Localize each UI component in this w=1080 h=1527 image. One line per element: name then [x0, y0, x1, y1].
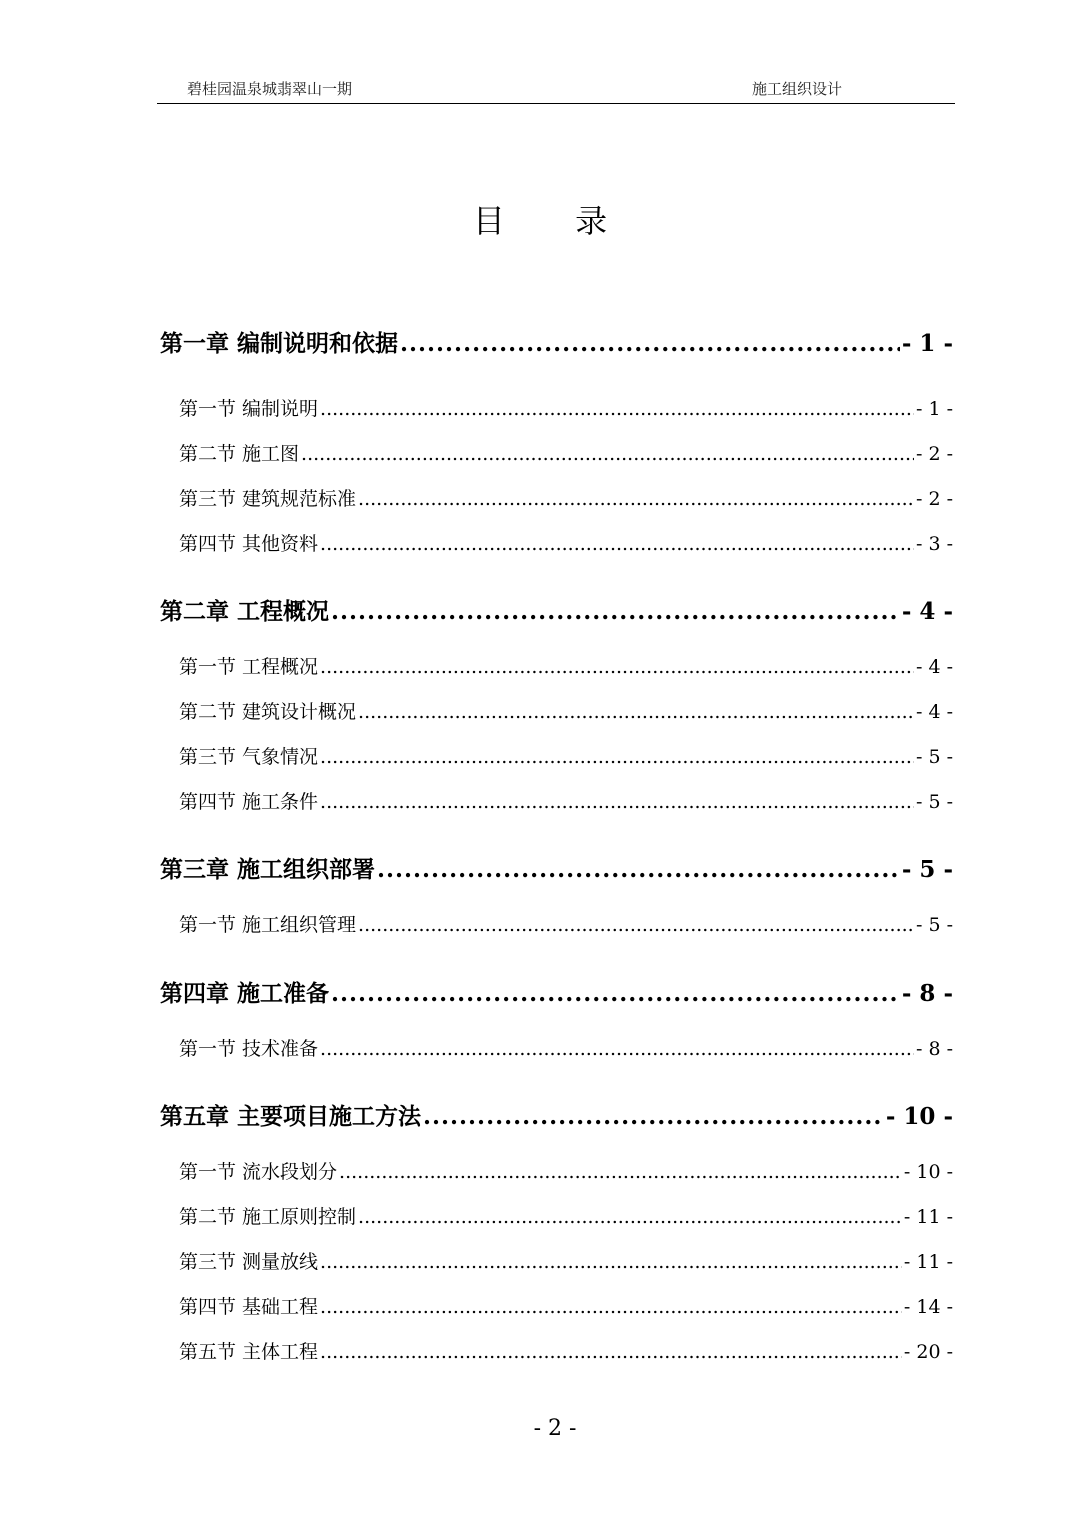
toc-entry-page: - 8 - — [915, 1038, 953, 1060]
toc-entry-page: - 11 - — [903, 1206, 953, 1228]
toc-dot-leader — [320, 1294, 902, 1320]
toc-dot-leader — [320, 654, 914, 680]
toc-dot-leader — [320, 1249, 902, 1275]
toc-entry-title: 第一节 工程概况 — [179, 656, 319, 678]
toc-entry-page: - 4 - — [915, 656, 953, 678]
toc-section-entry[interactable] — [160, 1036, 953, 1062]
toc-entry-title: 第一章 编制说明和依据 — [160, 330, 399, 357]
toc-entry-title: 第五节 主体工程 — [179, 1341, 319, 1363]
toc-entry-page: - 5 - — [915, 746, 953, 768]
toc-section-entry[interactable] — [160, 1204, 953, 1230]
toc-entry-title: 第一节 流水段划分 — [179, 1161, 338, 1183]
toc-entry-page: - 5 - — [915, 914, 953, 936]
toc-section-entry[interactable] — [160, 699, 953, 725]
toc-dot-leader — [320, 1339, 902, 1365]
toc-entry-page: - 2 - — [915, 443, 953, 465]
toc-entry-title: 第五章 主要项目施工方法 — [160, 1103, 422, 1130]
toc-dot-leader — [423, 1103, 884, 1131]
toc-entry-title: 第四节 基础工程 — [179, 1296, 319, 1318]
toc-entry-page: - 5 - — [901, 856, 953, 883]
toc-entry-page: - 8 - — [901, 980, 953, 1007]
toc-section-entry[interactable] — [160, 1294, 953, 1320]
toc-dot-leader — [377, 856, 900, 884]
toc-dot-leader — [320, 1036, 914, 1062]
toc-chapter-entry[interactable] — [160, 330, 953, 358]
toc-entry-title: 第二节 建筑设计概况 — [179, 701, 357, 723]
page-number: - 2 - — [533, 1416, 577, 1441]
toc-entry-page: - 4 - — [901, 598, 953, 625]
toc-entry-title: 第三节 气象情况 — [179, 746, 319, 768]
toc-entry-page: - 4 - — [915, 701, 953, 723]
toc-chapter-entry[interactable] — [160, 980, 953, 1008]
toc-entry-title: 第一节 技术准备 — [179, 1038, 319, 1060]
toc-section-entry[interactable] — [160, 396, 953, 422]
toc-dot-leader — [331, 980, 900, 1008]
toc-dot-leader — [320, 396, 914, 422]
toc-entry-page: - 10 - — [903, 1161, 953, 1183]
toc-entry-title: 第三节 建筑规范标准 — [179, 488, 357, 510]
toc-entry-title: 第二章 工程概况 — [160, 598, 330, 625]
toc-dot-leader — [331, 598, 900, 626]
toc-dot-leader — [301, 441, 914, 467]
toc-dot-leader — [358, 486, 914, 512]
toc-section-entry[interactable] — [160, 441, 953, 467]
toc-entry-title: 第四章 施工准备 — [160, 980, 330, 1007]
toc-section-entry[interactable] — [160, 1339, 953, 1365]
toc-section-entry[interactable] — [160, 486, 953, 512]
toc-entry-page: - 11 - — [903, 1251, 953, 1273]
toc-section-entry[interactable] — [160, 912, 953, 938]
toc-section-entry[interactable] — [160, 1159, 953, 1185]
toc-dot-leader — [358, 912, 914, 938]
page-title: 目 录 — [472, 202, 638, 240]
toc-entry-title: 第一节 编制说明 — [179, 398, 319, 420]
toc-entry-page: - 3 - — [915, 533, 953, 555]
toc-section-entry[interactable] — [160, 744, 953, 770]
header-project-name: 碧桂园温泉城翡翠山一期 — [187, 80, 353, 98]
toc-dot-leader — [320, 789, 914, 815]
toc-entry-title: 第三节 测量放线 — [179, 1251, 319, 1273]
toc-section-entry[interactable] — [160, 654, 953, 680]
toc-entry-page: - 10 - — [885, 1103, 953, 1130]
toc-dot-leader — [400, 330, 900, 358]
toc-section-entry[interactable] — [160, 789, 953, 815]
toc-entry-page: - 2 - — [915, 488, 953, 510]
toc-chapter-entry[interactable] — [160, 598, 953, 626]
toc-entry-page: - 1 - — [901, 330, 953, 357]
page-header — [157, 72, 955, 104]
toc-entry-title: 第四节 其他资料 — [179, 533, 319, 555]
toc-entry-title: 第四节 施工条件 — [179, 791, 319, 813]
toc-dot-leader — [320, 744, 914, 770]
toc-entry-page: - 1 - — [915, 398, 953, 420]
toc-chapter-entry[interactable] — [160, 856, 953, 884]
toc-dot-leader — [358, 699, 914, 725]
toc-section-entry[interactable] — [160, 1249, 953, 1275]
toc-entry-page: - 5 - — [915, 791, 953, 813]
header-doc-type: 施工组织设计 — [752, 80, 843, 98]
toc-section-entry[interactable] — [160, 531, 953, 557]
toc-dot-leader — [339, 1159, 902, 1185]
toc-entry-page: - 14 - — [903, 1296, 953, 1318]
toc-entry-title: 第二节 施工图 — [179, 443, 300, 465]
toc-entry-page: - 20 - — [903, 1341, 953, 1363]
toc-entry-title: 第二节 施工原则控制 — [179, 1206, 357, 1228]
toc-dot-leader — [320, 531, 914, 557]
toc-dot-leader — [358, 1204, 902, 1230]
toc-chapter-entry[interactable] — [160, 1103, 953, 1131]
toc-entry-title: 第一节 施工组织管理 — [179, 914, 357, 936]
toc-entry-title: 第三章 施工组织部署 — [160, 856, 376, 883]
